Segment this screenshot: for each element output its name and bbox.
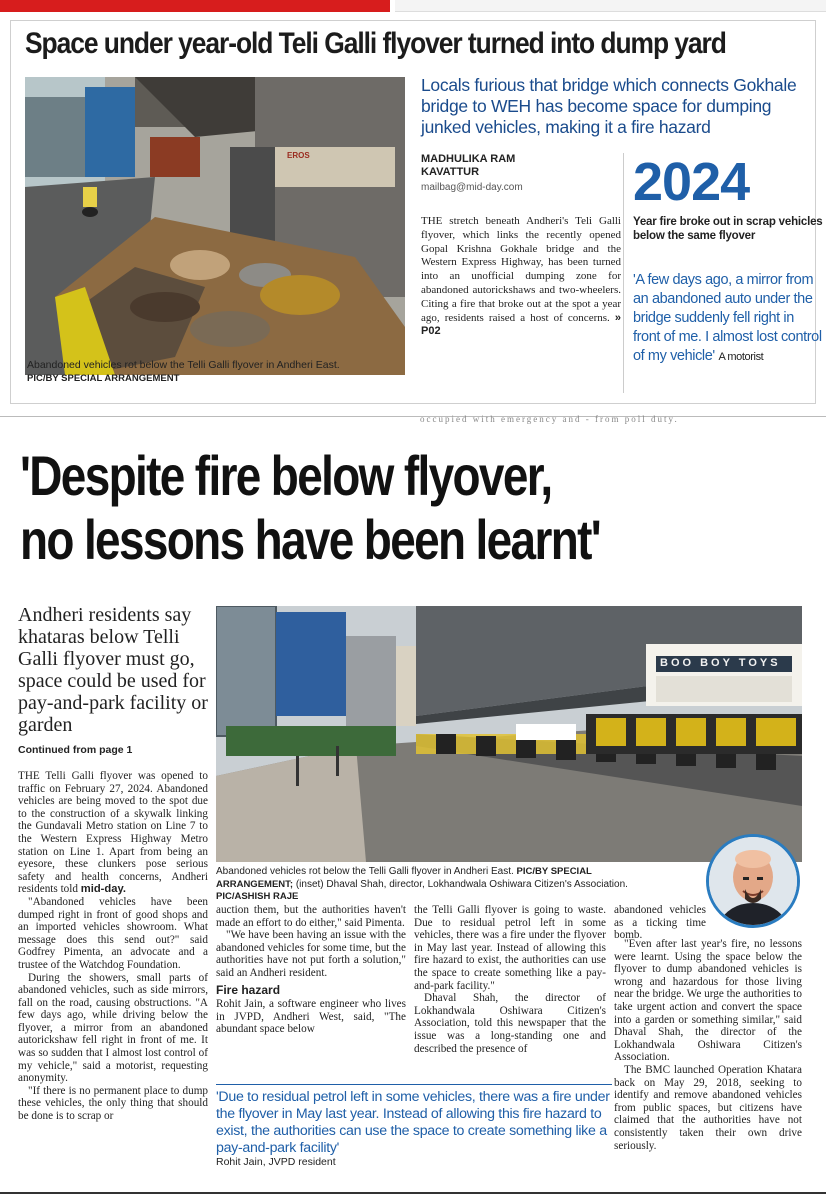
clip1-deck: Locals furious that bridge which connects Gokhale bridge to WEH has become space for dumping junked vehicles, making it a fire hazard — [421, 75, 797, 137]
clip1-photo-caption — [27, 359, 407, 385]
clip1-year-caption: Year fire broke out in scrap vehicles below the same flyover — [633, 216, 823, 242]
clip1-byline-line2: KAVATTUR — [421, 166, 480, 178]
col5-para-1: "Even after last year's fire, no lessons were learnt. Using the space below the flyover to dump abandoned vehicles is wrong and hazardous for those living near the bridge. We urge the authorities to take urgent action and convert the space into a garden or something similar," said Dhaval Shah, the director of the Lokhandwala Oshiwara Citizen's Association. — [614, 938, 802, 1064]
clip1-headline: Space under year-old Teli Galli flyover turned into dump yard — [25, 27, 726, 60]
clip1-column-rule — [623, 153, 624, 393]
clip1-mural-sign: EROS — [287, 151, 310, 160]
col1-para-2: "Abandoned vehicles have been dumped right in front of good shops and an imported vehicles showroom. What message does this send out?" said Godfrey Pimenta, an advocate and a trustee of the Watchdog Foundation. — [18, 895, 208, 971]
clip2-column-3 — [414, 904, 606, 1055]
bottom-rule — [0, 1192, 826, 1194]
col2-subhead: Fire hazard — [216, 982, 281, 997]
col2-para-1: auction them, but the authorities haven't made an effort to do either," said Pimenta. — [216, 904, 406, 929]
masthead-grey-bar — [395, 0, 826, 12]
clip1-byline-line1: MADHULIKA RAM — [421, 153, 516, 165]
clip2-deck: Andheri residents say khataras below Telli Galli flyover must go, space could be used for pay-and-park facility or garden — [18, 604, 208, 736]
clip2-headline — [20, 444, 668, 572]
clip2-column-1 — [18, 770, 208, 1123]
clip2-pull-quote: 'Due to residual petrol left in some vehicles, there was a fire under the flyover in May last year. Instead of allowing this fire hazard to exist, the authorities can use the space to create something like a pay-and-park facility' — [216, 1084, 612, 1157]
col5-para-2: The BMC launched Operation Khatara back on May 29, 2018, seeking to identify and remove abandoned vehicles from public spaces, but citizens have claimed that the authorities have not consistently taken their own drive seriously. — [614, 1063, 802, 1152]
clip1-quote-text: 'A few days ago, a mirror from an abandoned auto under the bridge suddenly fell right in front of me. I almost lost control of my vehicle' — [633, 272, 822, 364]
col1-mid-day-brand: mid-day. — [80, 883, 126, 896]
clip2-inset-portrait — [706, 834, 800, 928]
clip1-quote — [633, 271, 823, 367]
clip1-body-text: THE stretch beneath Andheri's Teli Galli flyover, which links the recently opened Gopal Krishna Gokhale bridge and the Western Express Highway, has been turned into an unofficial dumping zone for abandoned autorickshaws and two-wheelers. Citing a fire that broke out at the spot a year ago, residents raised a host of concerns. — [421, 215, 621, 324]
clip2-top-rule — [0, 416, 826, 417]
portrait-art — [709, 837, 797, 925]
clip1-byline — [421, 153, 621, 179]
clip2-photo-credit-2: PIC/ASHISH RAJE — [216, 891, 299, 902]
clip1-photo-art — [25, 77, 405, 375]
clip2-caption-text: Abandoned vehicles rot below the Telli Galli flyover in Andheri East. — [216, 866, 514, 877]
clip2-photo-caption — [216, 866, 666, 904]
clip2-pull-quote-attribution: Rohit Jain, JVPD resident — [216, 1156, 336, 1168]
clip2-headline-line2: no lessons have been learnt' — [20, 508, 601, 571]
clip1-caption-text: Abandoned vehicles rot below the Telli Galli flyover in Andheri East. — [27, 359, 340, 371]
col1-para-3: During the showers, small parts of abandoned vehicles, such as side mirrors, fall on the road, causing obstructions. "A few days ago, while driving below the flyover, a mirror from an abandoned autorickshaw fell right in front of me. It was so sudden that I almost lost control of my vehicle," said a motorist, requesting anonymity. — [18, 971, 208, 1085]
clip1-body — [421, 215, 621, 339]
clip1-quote-attribution: A motorist — [718, 351, 764, 363]
col1-para-4: "If there is no permanent place to dump these vehicles, the only thing that should be done is to scrap or — [18, 1084, 208, 1123]
clip2-photo-art — [216, 606, 802, 862]
clip2-headline-line1: 'Despite fire below flyover, — [20, 444, 552, 507]
clip1-page-ref: » P02 — [421, 311, 621, 338]
clip2-column-4 — [614, 938, 802, 1152]
clip1-year-figure: 2024 — [633, 152, 750, 212]
clip1-photo — [25, 77, 405, 375]
top-strip — [0, 0, 826, 14]
clip2-column-4-top — [614, 904, 706, 942]
clip1-email: mailbag@mid-day.com — [421, 182, 523, 193]
clip1-photo-credit: PIC/BY SPECIAL ARRANGEMENT — [27, 373, 180, 384]
clip2-column-2 — [216, 904, 406, 1036]
masthead-red-bar — [0, 0, 390, 12]
clip2-photo — [216, 606, 802, 862]
col3-para-1: the Telli Galli flyover is going to waste. Due to residual petrol left in some vehicles, there was a fire under the flyover in May last year. Instead of allowing this fire hazard to exist, the authorities can use the space to create something like a pay-and-park facility." — [414, 904, 606, 992]
clip2-caption-inset: (inset) Dhaval Shah, director, Lokhandwala Oshiwara Citizen's Association. — [295, 878, 628, 890]
clip2-photo-credit-1: PIC/BY SPECIAL ARRANGEMENT; — [216, 866, 592, 890]
col4-para-1: abandoned vehicles as a ticking time bomb. — [614, 904, 706, 942]
col1-para-1-text: THE Telli Galli flyover was opened to traffic on February 27, 2024. Abandoned vehicles are being moved to the spot due to the construction of a skywalk linking the Gundavali Metro station on Line 7 to the Western Express Highway Metro station on Line 1. Apart from being an eyesore, these clunkers pose serious safety and health concerns, Andheri residents told — [18, 770, 208, 896]
col1-para-1 — [18, 770, 208, 896]
col3-para-2: Dhaval Shah, the director of Lokhandwala Oshiwara Citizen's Association, told this newspaper that the issue was a long-standing one and described the presence of — [414, 992, 606, 1055]
clip2-continued-label: Continued from page 1 — [18, 744, 133, 756]
clipping-1 — [10, 20, 823, 404]
clip2-cut-text: occupied with emergency and - from poll duty. — [420, 414, 679, 424]
col2-para-2: "We have been having an issue with the abandoned vehicles for some time, but the authorities have not put forth a solution," said an Andheri resident. — [216, 929, 406, 979]
col2-para-3: Rohit Jain, a software engineer who lives in JVPD, Andheri West, said, "The abundant space below — [216, 998, 406, 1036]
clip2-shop-sign: BOO BOY TOYS — [660, 657, 781, 669]
